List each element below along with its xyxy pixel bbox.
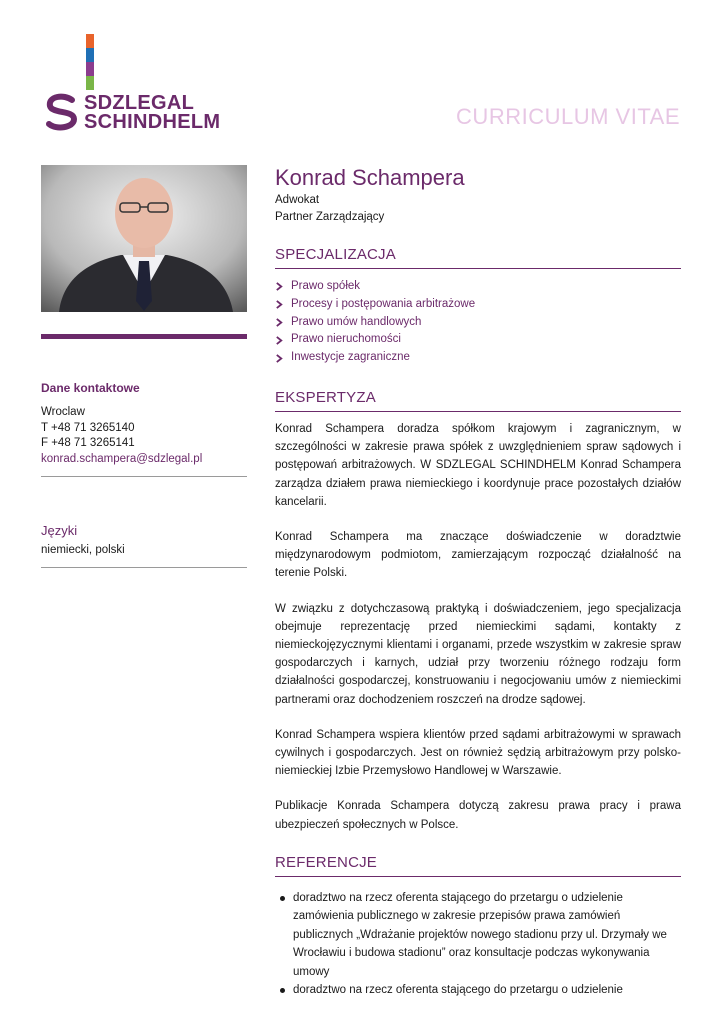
reference-text: doradztwo na rzecz oferenta stającego do przetargu o udzielenie <box>293 984 623 997</box>
languages-heading: Języki <box>41 523 78 538</box>
languages-value: niemiecki, polski <box>41 544 125 556</box>
logo-bar-purple <box>86 62 94 76</box>
logo-line2: SCHINDHELM <box>84 111 221 133</box>
bullet-icon <box>280 896 285 901</box>
contact-details <box>41 405 247 467</box>
photo-accent-bar <box>41 334 247 339</box>
chevron-right-icon <box>275 336 284 345</box>
contact-city: Wroclaw <box>41 406 85 418</box>
expertise-paragraph: Publikacje Konrada Schampera dotyczą zakresu prawa pracy i prawa ubezpieczeń społecznych w Polsce. <box>275 800 681 831</box>
references-list <box>275 889 681 1000</box>
list-item <box>275 331 681 349</box>
chevron-right-icon <box>275 354 284 363</box>
divider <box>41 476 247 477</box>
person-role: Partner Zarządzający <box>275 211 385 223</box>
expertise-heading: EKSPERTYZA <box>275 389 681 412</box>
chevron-right-icon <box>275 300 284 309</box>
list-item <box>275 349 681 367</box>
list-item <box>275 981 681 1000</box>
divider <box>41 567 247 568</box>
expertise-paragraph: Konrad Schampera wspiera klientów przed sądami arbitrażowymi w sprawach cywilnych i gospodarczych. Jest on również sędzią arbitrażowym przy polsko-niemieckiej Izbie Przemysłowo Handlowej w Warszawie. <box>275 728 681 778</box>
logo-line1: SDZLEGAL <box>84 92 195 114</box>
logo-s-icon <box>42 92 82 132</box>
chevron-right-icon <box>275 282 284 291</box>
expertise-paragraph: Konrad Schampera doradza spółkom krajowym i zagranicznym, w szczególności w zakresie prawa spółek z uwzględnieniem spraw sądowych i postępowań arbitrażowych. W SDZLEGAL SCHINDHELM Konrad Schampera zarządza działem prawa niemieckiego i koordynuje prace pozostałych działów kancelarii. <box>275 422 681 508</box>
person-title: Adwokat <box>275 194 320 206</box>
document-title: CURRICULUM VITAE <box>456 104 680 129</box>
left-column <box>41 165 247 568</box>
logo-color-bar <box>86 34 94 90</box>
contact-phone: T +48 71 3265140 <box>41 421 135 434</box>
right-column <box>275 165 681 1000</box>
logo-bar-orange <box>86 34 94 48</box>
logo-bar-green <box>86 76 94 90</box>
specialization-heading: SPECJALIZACJA <box>275 246 681 269</box>
list-item <box>275 889 681 982</box>
list-item <box>275 314 681 332</box>
person-name: Konrad Schampera <box>275 165 465 190</box>
list-item <box>275 296 681 314</box>
references-heading: REFERENCJE <box>275 854 681 877</box>
reference-text: doradztwo na rzecz oferenta stającego do przetargu o udzielenie zamówienia publicznego w zakresie przepisów prawa zamówień publicznych „Wdrażanie projektów nowego stadionu przy ul. Drzymały we Wrocławiu i budowa stadionu” oraz konsultacje podczas wykonywania umowy <box>293 891 667 978</box>
list-item <box>275 278 681 296</box>
bullet-icon <box>280 988 285 993</box>
expertise-paragraph: Konrad Schampera ma znaczące doświadczenie w doradztwie międzynarodowym podmiotom, zamierzającym rozpocząć działalność na terenie Polski. <box>275 531 681 580</box>
specialization-list <box>275 278 681 367</box>
specialization-label: Prawo nieruchomości <box>291 333 401 346</box>
specialization-label: Procesy i postępowania arbitrażowe <box>291 297 476 310</box>
chevron-right-icon <box>275 318 284 327</box>
specialization-label: Prawo spółek <box>291 280 361 292</box>
specialization-label: Inwestycje zagraniczne <box>291 351 410 364</box>
contact-email-link[interactable]: konrad.schampera@sdzlegal.pl <box>41 452 203 465</box>
expertise-paragraph: W związku z dotychczasową praktyką i doświadczeniem, jego specjalizacja obejmuje reprezentację przed niemieckimi sądami, kontakty z niemieckojęzycznymi klientami i organami, przede wszystkim w zakresie spraw gospodarczych i karnych, udział przy tworzeniu różnego rodzaju form działalności gospodarczej, konstruowaniu i negocjowaniu umów z niemieckimi partnerami oraz dochodzeniem roszczeń na drodze sądowej. <box>275 602 681 706</box>
contact-heading: Dane kontaktowe <box>41 381 140 395</box>
portrait-photo <box>41 165 247 312</box>
logo-bar-blue <box>86 48 94 62</box>
logo-wordmark <box>84 94 220 132</box>
specialization-label: Prawo umów handlowych <box>291 315 422 328</box>
contact-fax: F +48 71 3265141 <box>41 437 135 449</box>
